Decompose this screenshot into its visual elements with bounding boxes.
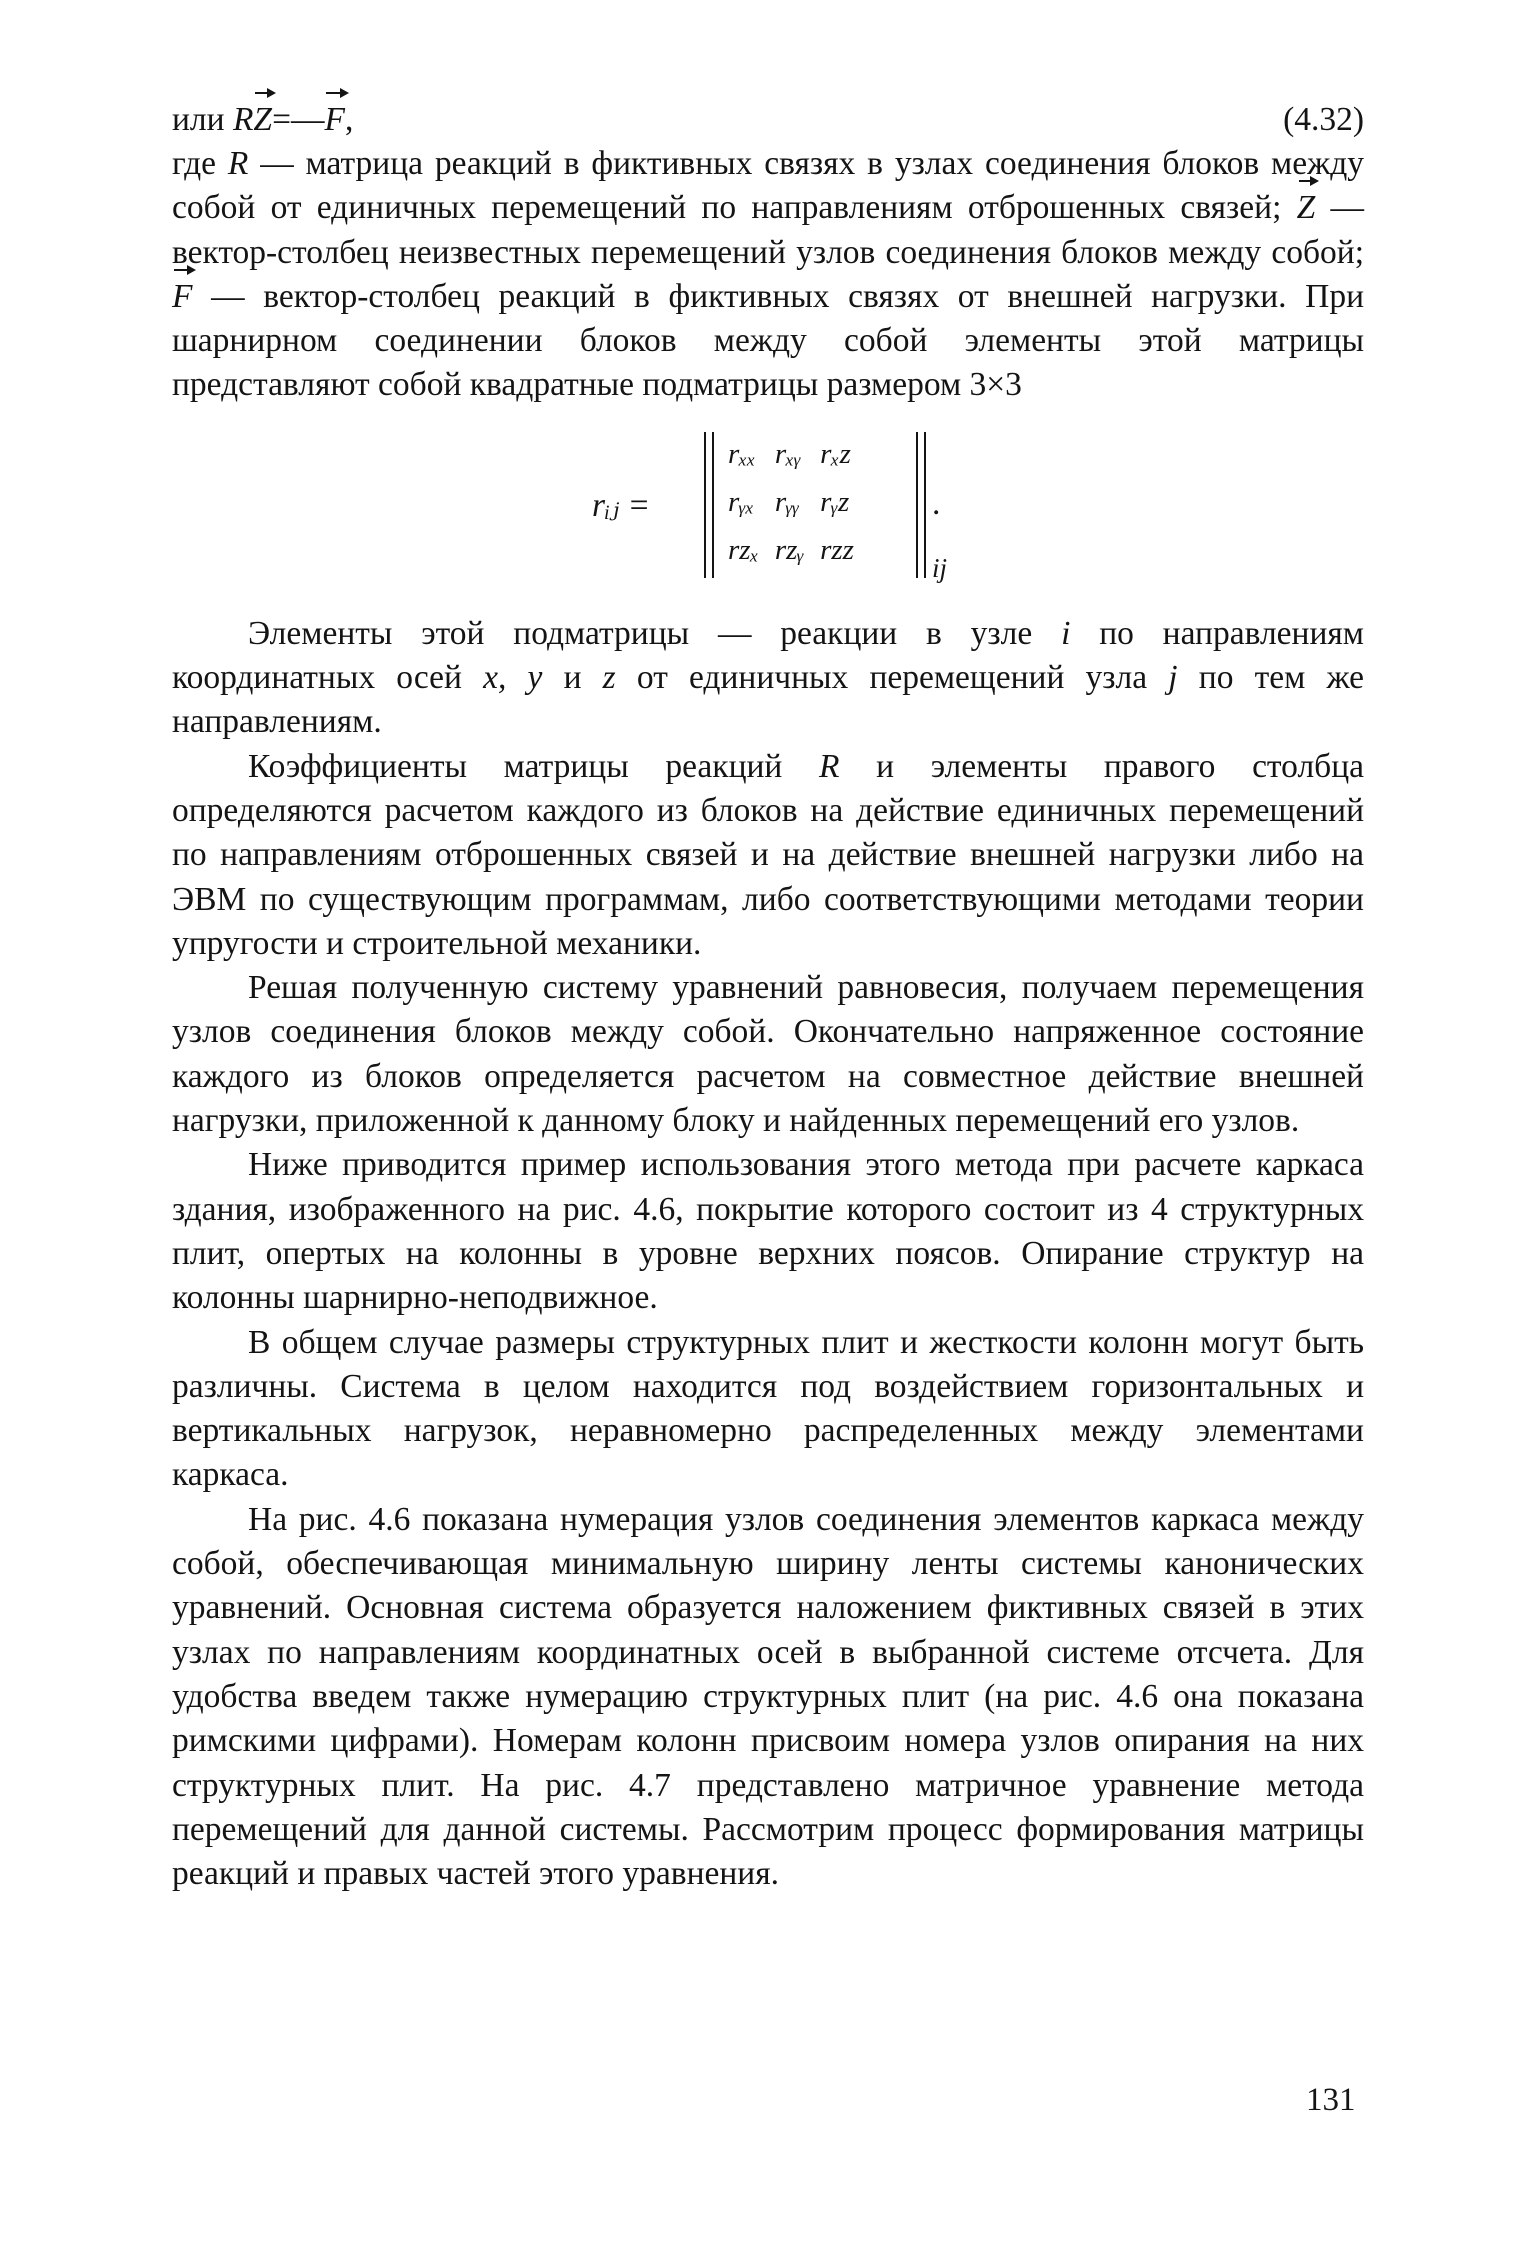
matrix-R-symbol: R: [232, 101, 254, 138]
equation-expression: [172, 98, 353, 142]
vector-Z-symbol: Z: [253, 98, 272, 142]
text-run: — матрица реакций в фиктивных связях в узлах соединения блоков между собой от единичных перемещений по направлениям отброшенных связей;: [172, 145, 1365, 227]
symbol-i: i: [1061, 614, 1071, 652]
matrix-label: rᵢⱼ =: [592, 486, 651, 524]
equation-4-32: [172, 98, 1364, 142]
text-run: и: [563, 659, 582, 697]
paragraph-figure-description: На рис. 4.6 показана нумерация узлов соединения элементов каркаса между собой, обеспечивающая минимальную ширину ленты системы канонических уравнений. Основная система образуется наложением фиктивных связей в этих узлах по направлениям координатных осей в выбранной системе отсчета. Для удобства введем также нумерацию структурных плит (на рис. 4.6 она показана римскими цифрами). Номерам колонн присвоим номера узлов опирания на них структурных плит. На рис. 4.7 представлено матричное уравнение метода перемещений для данной системы. Рассмотрим процесс формирования матрицы реакций и правых частей этого уравнения.: [172, 1500, 1364, 1893]
matrix-cell: rᵧz: [820, 485, 850, 518]
paragraph-coefficients: [172, 745, 1364, 966]
text-run: по направлениям координатных осей: [172, 614, 1364, 697]
page-number: 131: [1306, 2082, 1356, 2118]
matrix-subscript: ij: [932, 552, 948, 583]
matrix-row: [720, 430, 862, 478]
matrix-cell: rᵧᵧ: [774, 485, 800, 518]
text-run: Коэффициенты матрицы реакций: [248, 747, 783, 785]
text-run: от единичных перемещений узла: [636, 659, 1148, 697]
symbol-xy: x, y: [483, 659, 543, 697]
text-run: — вектор-столбец неизвестных перемещений узлов соединения блоков между собой;: [172, 189, 1365, 271]
symbol-Z: Z: [1297, 186, 1316, 230]
text-run: по тем же направлениям.: [172, 659, 1365, 741]
paragraph-example: Ниже приводится пример использования этого метода при расчете каркаса здания, изображенного на рис. 4.6, покрытие которого состоит из 4 структурных плит, опертых на колонны в уровне верхних поясов. Опирание структур на колонны шарнирно-неподвижное.: [172, 1146, 1364, 1317]
vector-F-symbol: F: [324, 98, 344, 142]
symbol-R: R: [227, 145, 249, 182]
matrix-cell: rᵧₓ: [728, 485, 755, 518]
paragraph-definitions: [172, 142, 1364, 408]
text-run: где: [172, 145, 216, 182]
symbol-R: R: [819, 747, 840, 785]
matrix-bar-right-inner: [916, 432, 918, 578]
equation-comma: ,: [344, 101, 354, 138]
page-body: [172, 88, 1364, 1896]
matrix-bar-left-inner: [712, 432, 714, 578]
matrix-bar-right-outer: [924, 432, 926, 578]
submatrix-formula: [172, 424, 1364, 604]
matrix-cell: rₓₓ: [728, 437, 756, 470]
text-run: — вектор-столбец реакций в фиктивных связях от внешней нагрузки. При шарнирном соединении блоков между собой элементы этой матрицы представляют собой квадратные подматрицы размером 3×3: [172, 277, 1365, 404]
paragraph-general-case: В общем случае размеры структурных плит и жесткости колонн могут быть различны. Система в целом находится под воздействием горизонтальных и вертикальных нагрузок, неравномерно распределенных между элементами каркаса.: [172, 1323, 1364, 1494]
matrix-bar-left-outer: [704, 432, 706, 578]
paragraph-solution: Решая полученную систему уравнений равновесия, получаем перемещения узлов соединения блоков между собой. Окончательно напряженное состояние каждого из блоков определяется расчетом на совместное действие внешней нагрузки, приложенной к данному блоку и найденных перемещений его узлов.: [172, 969, 1364, 1140]
matrix-row: [720, 478, 862, 526]
matrix-cell: rzᵧ: [774, 533, 805, 566]
matrix-dot: .: [932, 484, 941, 522]
symbol-z: z: [602, 659, 616, 697]
equation-number: (4.32): [1283, 101, 1364, 138]
paragraph-elements: [172, 612, 1364, 745]
text-run: и элементы правого столбца определяются расчетом каждого из блоков на действие единичных перемещений по направлениям отброшенных связей и на действие внешней нагрузки либо на ЭВМ по существующим программам, либо соответствующими методами теории упругости и строительной механики.: [172, 747, 1365, 962]
equation-prefix: или: [172, 101, 225, 138]
symbol-j: j: [1168, 659, 1178, 697]
equals-sign: =—: [272, 101, 325, 138]
matrix-grid: [720, 430, 862, 574]
matrix-cell: rₓᵧ: [774, 437, 802, 470]
matrix-cell: rzz: [820, 533, 854, 566]
matrix-cell: rₓz: [820, 437, 851, 470]
symbol-F: F: [172, 275, 192, 319]
matrix-row: [720, 526, 862, 574]
matrix-cell: rzₓ: [728, 533, 759, 566]
text-run: Элементы этой подматрицы — реакции в узле: [248, 614, 1033, 652]
